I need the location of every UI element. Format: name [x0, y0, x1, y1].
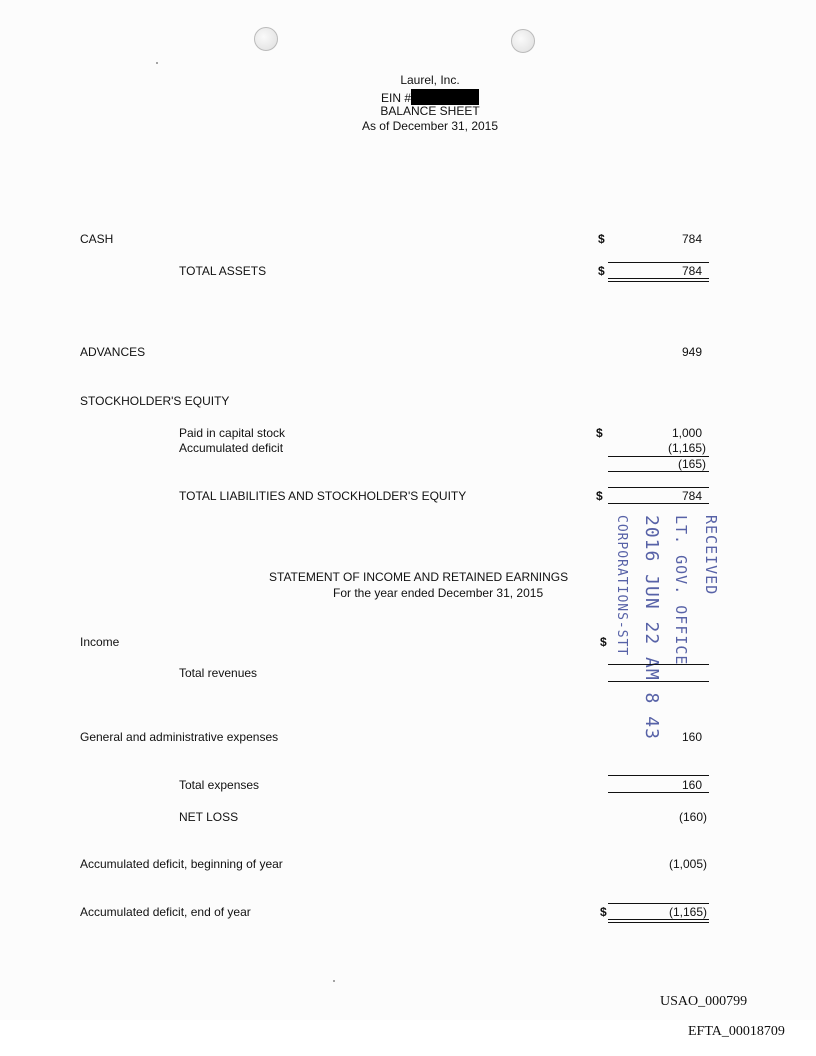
equity-heading: STOCKHOLDER'S EQUITY	[80, 394, 230, 408]
stamp-received: RECEIVED	[702, 515, 720, 596]
total-assets-label: TOTAL ASSETS	[179, 264, 267, 278]
rule	[608, 262, 709, 263]
total-revenues-label: Total revenues	[179, 666, 258, 680]
rule	[608, 792, 709, 793]
scan-speck	[333, 980, 335, 982]
ga-expenses-value: 160	[681, 730, 702, 744]
equity-subtotal: (165)	[677, 457, 706, 471]
accum-deficit-label: Accumulated deficit	[179, 441, 284, 455]
company-name: Laurel, Inc.	[400, 73, 460, 87]
efta-number: EFTA_00018709	[688, 1024, 785, 1039]
rule	[608, 919, 709, 920]
deficit-end-label: Accumulated deficit, end of year	[80, 905, 251, 919]
deficit-end-value: (1,165)	[668, 905, 707, 919]
rule	[608, 922, 709, 923]
currency-sign: $	[600, 905, 607, 919]
bates-number: USAO_000799	[660, 994, 748, 1009]
total-expenses-label: Total expenses	[179, 778, 260, 792]
total-expenses-value: 160	[681, 778, 702, 792]
net-loss-label: NET LOSS	[179, 810, 239, 824]
paid-in-value: 1,000	[671, 426, 702, 440]
ein-redaction	[411, 89, 479, 105]
cash-label: CASH	[80, 232, 114, 246]
advances-label: ADVANCES	[80, 345, 146, 359]
total-assets-value: 784	[681, 264, 702, 278]
currency-sign: $	[596, 489, 603, 503]
rule	[608, 664, 709, 665]
net-loss-value: (160)	[678, 810, 707, 824]
stamp-date: 2016 JUN 22 AM 8 43	[641, 515, 662, 740]
document-title: BALANCE SHEET	[380, 104, 480, 118]
scan-speck	[156, 62, 158, 64]
deficit-begin-value: (1,005)	[668, 857, 707, 871]
rule	[608, 471, 709, 472]
income-statement-title: STATEMENT OF INCOME AND RETAINED EARNINGS	[269, 570, 569, 584]
as-of-date: As of December 31, 2015	[361, 119, 499, 133]
cash-value: 784	[681, 232, 702, 246]
rule	[608, 281, 709, 282]
total-liabilities-label: TOTAL LIABILITIES AND STOCKHOLDER'S EQUITY	[179, 489, 467, 503]
rule	[608, 903, 709, 904]
rule	[608, 487, 709, 488]
currency-sign: $	[598, 264, 605, 278]
ein-label: EIN #	[380, 91, 411, 105]
punch-hole-left	[254, 27, 278, 51]
punch-hole-right	[511, 29, 535, 53]
currency-sign: $	[598, 232, 605, 246]
income-label: Income	[80, 635, 120, 649]
total-liabilities-value: 784	[681, 489, 702, 503]
received-stamp	[606, 515, 726, 740]
currency-sign: $	[600, 635, 607, 649]
income-statement-subtitle: For the year ended December 31, 2015	[333, 586, 544, 600]
currency-sign: $	[596, 426, 603, 440]
rule	[608, 503, 709, 504]
accum-deficit-value: (1,165)	[667, 441, 706, 455]
rule	[608, 775, 709, 776]
ga-expenses-label: General and administrative expenses	[80, 730, 279, 744]
rule	[608, 278, 709, 279]
deficit-begin-label: Accumulated deficit, beginning of year	[80, 857, 283, 871]
rule	[608, 681, 709, 682]
stamp-office: LT. GOV. OFFICE	[672, 515, 690, 666]
stamp-division: CORPORATIONS-STT	[614, 515, 629, 657]
ein-line	[280, 89, 580, 105]
paid-in-label: Paid in capital stock	[179, 426, 286, 440]
advances-value: 949	[681, 345, 702, 359]
